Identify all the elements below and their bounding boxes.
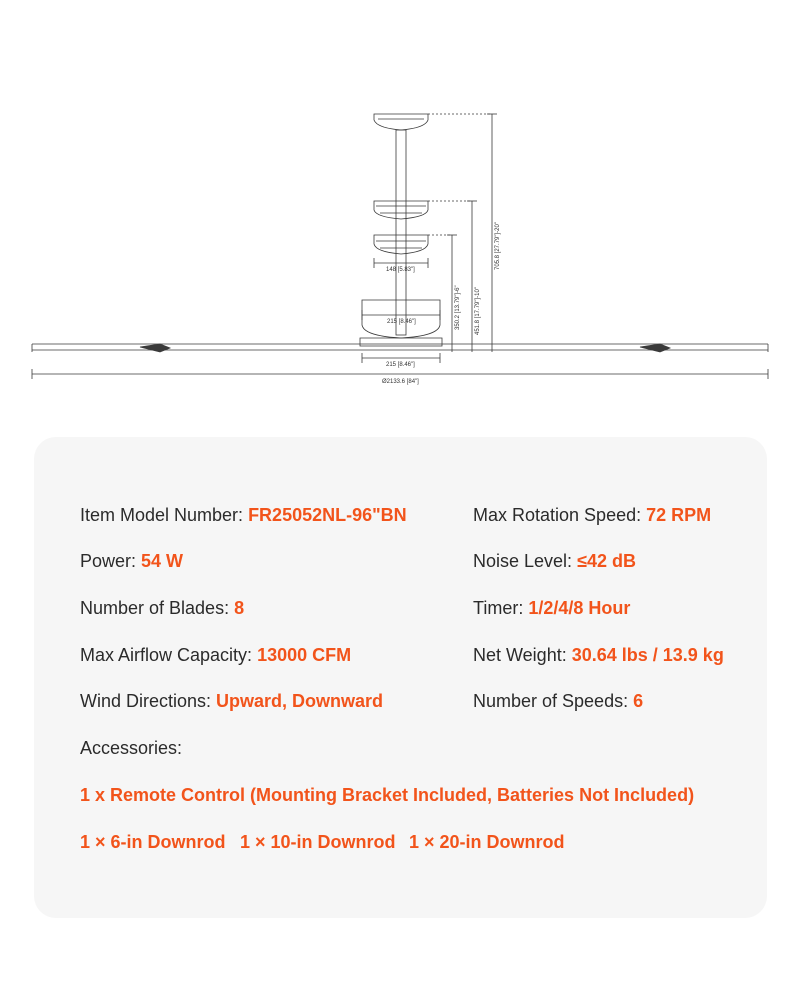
spec-label: Wind Directions: bbox=[80, 691, 217, 711]
lower-canopy bbox=[374, 235, 428, 254]
dim-motor-bottom-width: 215 [8.46"] bbox=[386, 362, 415, 368]
spec-value: 72 RPM bbox=[646, 505, 712, 525]
accessories-label: Accessories: bbox=[80, 738, 183, 758]
spec-timer bbox=[473, 597, 630, 619]
spec-power bbox=[80, 550, 183, 572]
spec-value: 1/2/4/8 Hour bbox=[528, 598, 631, 618]
dim-motor-width: 215 [8.46"] bbox=[387, 319, 416, 325]
spec-value: 6 bbox=[633, 691, 644, 711]
spec-value: 30.64 lbs / 13.9 kg bbox=[571, 645, 724, 665]
spec-value: Upward, Downward bbox=[216, 691, 384, 711]
spec-noise-level bbox=[473, 550, 636, 572]
spec-model-number bbox=[80, 504, 407, 526]
spec-label: Timer: bbox=[473, 598, 529, 618]
spec-card bbox=[34, 437, 767, 918]
spec-label: Net Weight: bbox=[473, 645, 572, 665]
spec-number-of-blades bbox=[80, 597, 244, 619]
dim-canopy-width: 148 [5.83"] bbox=[386, 267, 415, 273]
accessory-downrod-20in: 1 × 20-in Downrod bbox=[409, 832, 565, 852]
ceiling-canopy bbox=[374, 114, 428, 130]
middle-canopy bbox=[374, 201, 428, 219]
spec-value: ≤42 dB bbox=[577, 551, 636, 571]
spec-max-airflow bbox=[80, 644, 351, 666]
spec-max-rotation-speed bbox=[473, 504, 711, 526]
spec-value: 54 W bbox=[141, 551, 184, 571]
spec-wind-directions bbox=[80, 690, 383, 712]
spec-label: Max Airflow Capacity: bbox=[80, 645, 258, 665]
spec-label: Noise Level: bbox=[473, 551, 578, 571]
spec-net-weight bbox=[473, 644, 724, 666]
dim-blade-span: Ø2133.6 [84"] bbox=[382, 379, 419, 385]
accessory-downrod-10in: 1 × 10-in Downrod bbox=[240, 832, 396, 852]
accessory-remote-control: 1 x Remote Control (Mounting Bracket Included, Batteries Not Included) bbox=[80, 785, 695, 805]
blade-line bbox=[32, 344, 768, 352]
dim-height-medium: 451.8 [17.79"]-10" bbox=[475, 287, 481, 335]
dim-height-short: 350.2 [13.79"]-6" bbox=[455, 285, 461, 330]
spec-value: 13000 CFM bbox=[257, 645, 352, 665]
fan-dimension-diagram bbox=[0, 0, 800, 420]
spec-label: Number of Speeds: bbox=[473, 691, 634, 711]
dim-height-long: 705.8 [27.79"]-20" bbox=[495, 222, 501, 270]
spec-label: Power: bbox=[80, 551, 142, 571]
spec-number-of-speeds bbox=[473, 690, 643, 712]
spec-value: FR25052NL-96"BN bbox=[248, 505, 407, 525]
spec-value: 8 bbox=[234, 598, 245, 618]
accessory-downrod-6in: 1 × 6-in Downrod bbox=[80, 832, 226, 852]
spec-label: Max Rotation Speed: bbox=[473, 505, 647, 525]
spec-label: Item Model Number: bbox=[80, 505, 249, 525]
spec-label: Number of Blades: bbox=[80, 598, 235, 618]
downrod bbox=[396, 130, 406, 335]
